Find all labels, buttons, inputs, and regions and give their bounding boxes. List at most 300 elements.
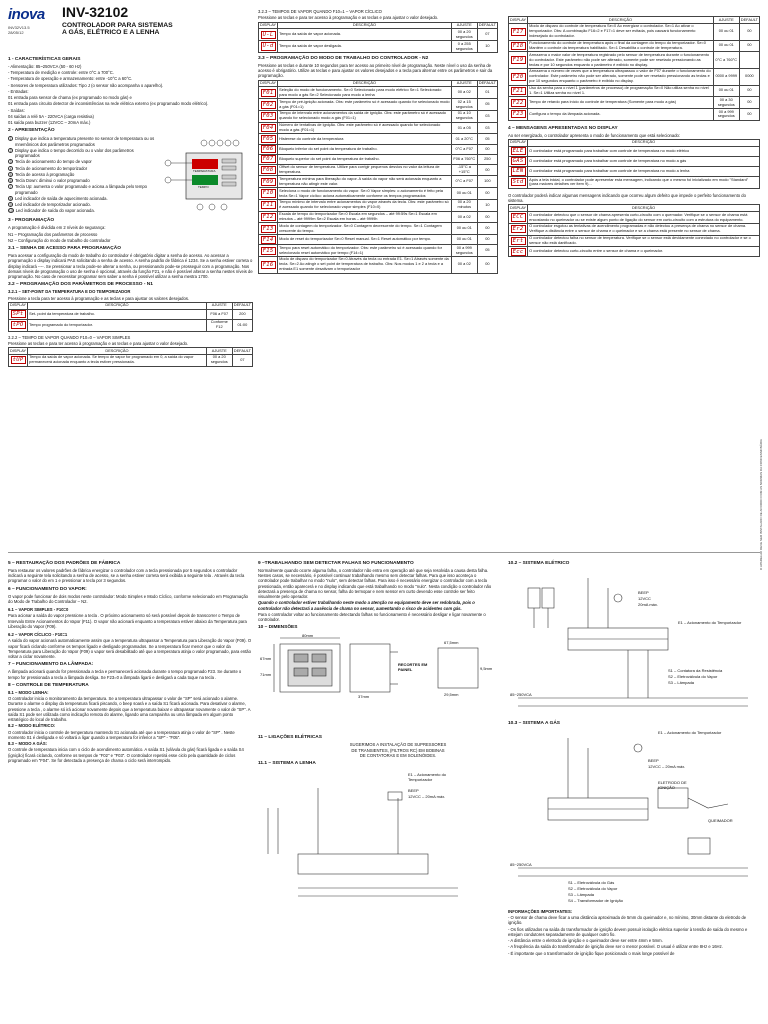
description-text: Modo de reset do temporizador Se=0 Reset manual. Se=1 Reset automático por tempo. <box>279 236 431 242</box>
description-text: Após a tela inicial, o controlador pode apresentar esta mensagem, indicando que o mesmo foi inicializado em modo "Standard" (para maiores detalhes ver item 9)... <box>529 176 749 187</box>
table-cell <box>259 29 278 41</box>
section-3-2-2-body: Pressione as teclas e para ter acesso à programação e as teclas e para ajustar o valor desejado. <box>8 340 189 346</box>
table-cell <box>477 122 497 134</box>
display-code: F15 <box>262 247 274 254</box>
presentation-item-text: Led indicador de saída de aquecimento acionada. <box>15 195 108 201</box>
table-cell <box>509 109 528 121</box>
panel-cutout-label: RECORTES EM PAINEL <box>398 662 428 673</box>
electric-e1-label: E1 – Acionamento do Temporizador <box>678 619 742 625</box>
spec-line: - Entradas: <box>8 88 29 94</box>
presentation-item-text: Led indicador de saída do vapor acionada. <box>15 208 95 214</box>
table-cell <box>278 122 452 134</box>
display-code: ECC <box>512 214 524 221</box>
table-cell <box>713 40 739 52</box>
display-code: F23 <box>512 111 524 118</box>
display-code: tUP <box>12 357 24 364</box>
section-10-3-heading: 10.3 – SISTEMA A GÁS <box>508 720 560 726</box>
table-header-cell: AJUSTE <box>451 80 477 87</box>
section-9-body: Normalmente quando ocorre alguma falha, o controlador não entra em operação até que seja resolvida a causa desta falha. Nestes casos, se necessário, é possível continuar trabalhando mesmo sem detectar falhas. Para que isso aconteça o controlador pode trabalhar no modo "nulo", sem detectar falhas. Para isso é necessário energizar o controlador com a tecla pressionada, então aparecerá e no display indicando que está trabalhando no modo "nulo". Nesta condição o controlador não detectará a presença de chama no sensor, falha do termopar e nem sensor em curto devendo esse controle ser feito visualmente pelo operador. <box>258 567 492 600</box>
section-3-2-1-heading: 3.2.1 – SET-POINT DA TEMPERATURA E DO TEMPORIZADOR <box>8 289 131 295</box>
table-cell <box>259 87 278 99</box>
section-8-3-heading: 8.3 – MODO A GÁS: <box>8 741 48 747</box>
presentation-item-text: Display que indica a temperatura presente no sensor de temperatura ou os mnemônicos dos parâmetros programados <box>15 136 155 147</box>
spec-line: - Temperatura de medição e controle: entre 0°C a 700°C. <box>8 70 114 76</box>
section-8-1-heading: 8.1 – MODO LENHA: <box>8 689 49 695</box>
display-code: F01 <box>262 89 274 96</box>
section-8-3-body: O controle de temperatura inicia com o ciclo de acendimento automático. A saída S1 (válvula do gás) ficará ligada e a saída S4 (ignição) ficará ciclando, conforme os tempos de "F02" e "F03". O controlador repetirá esse ciclo pela quantidade de ciclos programado em "F04". Se for detectada a presença de chama o ciclo será interrompido. <box>8 747 244 763</box>
table-cell <box>477 223 497 235</box>
table-cell <box>528 68 714 85</box>
table-cell <box>739 68 759 85</box>
table-cell <box>528 85 714 97</box>
item-number-icon: 5 <box>9 172 12 177</box>
adjust-range: 01 a 10 segundos <box>455 110 473 121</box>
table-cell <box>477 188 497 200</box>
wood-beep-label: BEEP <box>408 788 419 794</box>
table-row <box>509 40 760 52</box>
adjust-range: -15°C a +15°C <box>457 164 471 174</box>
display-code: F11 <box>262 202 274 209</box>
table-row <box>259 199 498 211</box>
table-cell <box>451 235 477 245</box>
display-code: GAS <box>512 158 524 165</box>
lower-column-1 <box>8 558 253 1024</box>
section-7-body: A lâmpada acionará quando for pressionada a tecla e permanecerá acionada durante o tempo programado F23. Se durante o tempo for pressionada a tecla a lâmpada desliga. Se F23=0 a lâmpada ligará e desligará a cada toque na tecla . <box>8 669 242 680</box>
section-10-2-heading: 10.2 – SISTEMA ELÉTRICO <box>508 561 570 566</box>
revision: INV32V13.5 <box>8 24 30 30</box>
table-cell <box>259 245 278 257</box>
table-cell <box>259 41 278 53</box>
work-mode-table <box>258 80 498 274</box>
item-number-icon: 1 <box>9 137 12 142</box>
table-cell <box>259 188 278 200</box>
dim-9-5mm: 9,5mm <box>480 666 493 672</box>
presentation-item-text: Tecla Up: aumenta o valor programado e aciona a lâmpada pelo tempo programado <box>15 184 147 195</box>
adjust-range: 00 a 02 <box>457 213 471 219</box>
description-text: Tempo para reset automático do temporizador. Obs: este parâmetro só é acessado quando for selecionado reset automático por tempo (F14=1) <box>279 244 443 255</box>
table-cell <box>509 212 528 224</box>
table-cell <box>528 23 714 40</box>
item-number-icon: 3 <box>9 160 12 165</box>
table-header-cell: DISPLAY <box>10 302 27 308</box>
presentation-item-text: Tecla de acionamento do tempo de vapor <box>15 159 92 165</box>
default-value: 00 <box>485 213 490 219</box>
table-cell <box>713 85 739 97</box>
default-value: 01:00 <box>237 321 248 327</box>
item-number-icon: 2 <box>9 148 12 153</box>
table-header-cell: DESCRIÇÃO <box>528 17 714 24</box>
section-3-2-heading: 3.2 – PROGRAMAÇÃO DOS PARÂMETROS DE PROCESSO - N1 <box>8 282 153 288</box>
item-number-icon: 9 <box>9 203 12 208</box>
adjust-range: 0°C a F07 <box>455 145 474 151</box>
dimensions-svg <box>258 632 498 732</box>
spec-line: - Temperatura de operação e armazenamento: entre -10°C a 60°C. <box>8 76 133 82</box>
adjust-range: F06 a 760°C <box>453 155 476 161</box>
presentation-item-text: Led indicador de temporizador acionado. <box>15 202 91 208</box>
table-cell <box>509 156 528 166</box>
table-row <box>509 23 760 40</box>
electric-s1-label: S1 – Contatora da Resistência <box>668 667 723 673</box>
section-6-heading: 6 – FUNCIONAMENTO DO VAPOR: <box>8 586 87 592</box>
presentation-item <box>8 172 158 177</box>
default-value: 05 <box>485 135 490 141</box>
table-cell <box>528 235 760 247</box>
section-8-1-body: O controlador inicia o monitoramento da temperatura. Se a temperatura ultrapassar o valor de "SP" será acionado o alarme. Durante o alarme o display da temperatura ficará piscando, o beep soará e a saída S1 ficará acionada. Para desativar o alarme, pressione a tecla , o alarme só irá acionar novamente depois que a temperatura baixar e ultrapassar novamente o valor de "SP". A saída S1 pode ser utilizada como indicação remota do alarme, ligando uma campainha ou uma lâmpada em algum ponto estratégico do local de trabalho. <box>8 696 251 723</box>
important-info-heading: INFORMAÇÕES IMPORTANTES: <box>508 908 573 914</box>
table-row <box>509 212 760 224</box>
description-text: Tempo de intervalo entre acionamentos da saída de ignição. Obs: este parâmetro só é acessado quando for selecionado modo a gás (F01=1) <box>279 110 446 121</box>
table-row <box>259 223 498 235</box>
section-9-body-2: Para o controlador voltar ao funcionamento detectando falhas no funcionamento é necessário desligar e ligar novamente o controlador. <box>258 611 486 623</box>
item-number-icon: 6 <box>9 179 12 184</box>
table-header-cell: DEFAULT <box>233 347 251 353</box>
electric-beep-current: 20mA máx. <box>638 601 659 607</box>
electric-beep-label: BEEP <box>638 589 649 595</box>
table-row <box>9 354 253 366</box>
table-row <box>259 99 498 111</box>
electric-wiring-svg <box>508 568 754 718</box>
gas-burner-label: QUEIMADOR <box>708 817 733 823</box>
description-text: Armazena o maior valor de temperatura registrado pelo sensor de temperatura durante o funcionamento do controlador. Este parâmetro não pode ser alterado, somente pode ser resetado pressionando as teclas e por 10 segundos enquanto o parâmetro é exibido no display. <box>529 51 710 67</box>
dim-80mm: 80mm <box>302 633 314 639</box>
table-cell <box>509 235 528 247</box>
spec-line: 01 saída para buzzer (12VCC – 20mA máx.) <box>8 120 91 126</box>
setpoint-table <box>8 302 253 332</box>
table-cell <box>528 97 714 109</box>
wood-e1-label: E1 – Acionamento do Temporizador <box>408 772 447 783</box>
table-cell <box>278 87 452 99</box>
table-header-cell: DISPLAY <box>260 22 277 27</box>
table-row <box>9 309 253 319</box>
dim-67mm: 67mm <box>260 656 272 662</box>
display-code: Std <box>512 179 524 186</box>
presentation-item <box>8 196 158 201</box>
column-3 <box>508 16 760 546</box>
table-cell <box>528 156 760 166</box>
default-value: 00 <box>485 145 490 151</box>
display-code: F10 <box>262 190 274 197</box>
table-cell <box>528 52 714 69</box>
table-cell <box>278 110 452 122</box>
table-cell <box>259 211 278 223</box>
display-code: F04 <box>262 125 274 132</box>
table-cell <box>477 256 497 273</box>
adjust-range: 00 ou 01 <box>456 225 472 231</box>
table-header-cell: DESCRIÇÃO <box>28 348 207 355</box>
controller-illustration <box>160 135 250 215</box>
gas-beep-label: BEEP <box>648 757 659 763</box>
table-cell <box>528 166 760 176</box>
info-line: - O sensor de chama deve ficar a uma distância aproximada de 5mm do queimador e, no mínimo, 30mm distante do eletrodo de ignição. <box>508 915 747 926</box>
table-cell <box>451 122 477 134</box>
default-value: 00 <box>747 110 752 116</box>
display-code: Er2 <box>512 226 524 233</box>
info-line: - É importante que o transformador de ignição fique posicionado o mais longe possível de <box>508 950 675 956</box>
description-text: Tempo da saída de vapor acionada. <box>279 31 342 37</box>
model-number: INV-32102 <box>62 4 129 20</box>
section-10-heading: 10 – DIMENSÕES <box>258 625 298 631</box>
display-code: LEN <box>512 168 524 175</box>
table-cell <box>278 134 452 144</box>
table-cell <box>509 97 528 109</box>
section-6-body: O vapor pode funcionar de dois modos neste controlador: Modo Simples e Modo Cíclico, conforme selecionado em Programação do Modo de Trabalho do Controlador – N2. <box>8 593 248 604</box>
table-header-cell: DEFAULT <box>478 22 496 27</box>
table-cell <box>509 223 528 235</box>
table-cell <box>528 146 760 156</box>
display-code: F13 <box>262 225 274 232</box>
section-8-2-heading: 8.2 – MODO ELÉTRICO: <box>8 723 56 729</box>
display-code: F16 <box>262 261 274 268</box>
description-text: O controlador detectou falha no sensor de temperatura. Verifique se o sensor está devidamente conectado no controlador e se o sensor não está danificado. <box>529 235 751 245</box>
description-text: Histerese do controle da temperatura <box>279 135 344 141</box>
table-cell <box>528 40 714 52</box>
adjust-range: 01 a 05 <box>457 124 471 130</box>
electric-wiring-diagram <box>508 568 754 718</box>
presentation-item <box>8 166 158 171</box>
display-code: F03 <box>262 113 274 120</box>
electric-s3-label: S3 – Lâmpada <box>668 679 695 685</box>
description-text: Tempo de pré-ignição acionada. Obs: este parâmetro só é acessado quando for selecionado modo a gás (F01=1) <box>279 98 450 109</box>
display-code: U-d <box>262 43 274 50</box>
section-11-heading: 11 – LIGAÇÕES ELÉTRICAS <box>258 735 322 741</box>
wood-beep-spec: 12VCC – 20mA máx. <box>408 794 446 800</box>
table-cell <box>509 166 528 176</box>
display-code: Ecc <box>512 248 524 255</box>
display-code: F06 <box>262 146 274 153</box>
table-cell <box>232 319 252 331</box>
table-row <box>259 256 498 273</box>
description-text: O controlador está programado para trabalhar com controle de temperatura no modo a lenha <box>529 168 690 174</box>
table-row <box>259 110 498 122</box>
section-5-body: Para restaurar os valores padrões de fábrica energizar o controlador com a tecla pressionada por 5 segundos o controlador indicará a seguinte tela solicitando a senha de acesso, se a senha estiver correta será exibida a seguinte tela . Através da tecla programar o valor do em 1 e pressionar a tecla por 3 segundos. <box>8 567 245 584</box>
table-cell <box>9 319 28 331</box>
adjust-range: 00 ou 01 <box>456 190 472 196</box>
table-row <box>509 247 760 257</box>
adjust-range: 01 a 20°C <box>455 135 473 141</box>
table-cell <box>278 199 452 211</box>
table-header-cell: DISPLAY <box>260 80 277 86</box>
table-cell <box>509 23 528 40</box>
table-cell <box>451 164 477 176</box>
info-line: - Os fios utilizados na saída do transformador de ignição devem possuir isolação elétrica superior à tensão de saída do mesmo e estejam condutores separadamente de qualquer outro fio. <box>508 926 748 937</box>
controller-front-panel <box>160 135 250 215</box>
table-cell <box>739 85 759 97</box>
table-header-cell: DESCRIÇÃO <box>528 205 760 212</box>
table-cell <box>477 99 497 111</box>
table-cell <box>451 87 477 99</box>
table-cell <box>528 223 760 235</box>
side-note: O APARELHO DEVE SER INSTALADO DE ACORDO COM AS NORMAS DA CONCESSIONÁRIA <box>759 439 763 570</box>
table-cell <box>278 223 452 235</box>
presentation-item-text: Tecla de acesso à programação <box>15 171 75 177</box>
spec-line: - Sensores de temperatura utilizados: Tipo J (o sensor não acompanha o aparelho). <box>8 82 164 88</box>
table-cell <box>451 176 477 188</box>
presentation-item <box>8 136 158 147</box>
display-code: F02 <box>262 101 274 108</box>
description-text: O controlador esgotou as tentativas de acendimento programadas e não detectou a presença de chama no sensor de chama. Verifique a distância entre o sensor de chama e o queimador e se a chama está presente no sensor de chama. <box>529 223 747 234</box>
table-row <box>259 41 498 53</box>
section-9-heading: 9 –TRABALHANDO SEM DETECTAR FALHAS NO FUNCIONAMENTO <box>258 561 414 566</box>
default-value: 100 <box>484 178 491 184</box>
table-cell <box>739 97 759 109</box>
description-text: Seleção do modo de funcionamento. Se=0 Selecionado para modo elétrico Se=1 Selecionado para modo a gás Se=2 Selecionado para modo a lenha <box>279 86 442 97</box>
table-row <box>259 87 498 99</box>
important-info-list <box>508 915 754 956</box>
adjust-range: 0000 a 9999 <box>715 73 738 79</box>
table-header-cell: DEFAULT <box>478 80 496 86</box>
table-cell <box>477 144 497 154</box>
table-row <box>259 188 498 200</box>
section-8-heading: 8 – CONTROLE DE TEMPERATURA <box>8 682 89 688</box>
title-line-2: A GÁS, ELÉTRICO E A LENHA <box>62 29 160 37</box>
gas-s1-label: S1 – Eletroválvula do Gás <box>568 879 615 885</box>
section-3-1-heading: 3.1 – SENHA DE ACESSO PARA PROGRAMAÇÃO <box>8 246 121 252</box>
table-header-cell: AJUSTE <box>713 17 739 24</box>
table-cell <box>477 110 497 122</box>
programming-level-line: N1 – Programação dos parâmetros de processo <box>8 231 98 237</box>
dim-67-5mm: 67,5mm <box>444 640 459 646</box>
table-cell <box>509 52 528 69</box>
steam-cyclic-table <box>258 22 498 53</box>
brand-logo <box>8 6 48 35</box>
section-4-body-2: O controlador poderá indicar algumas mensagens indicando que ocorreu algum defeito que impede o perfeito funcionamento do sistema. <box>508 192 746 203</box>
table-row <box>259 164 498 176</box>
table-cell <box>528 177 760 189</box>
presentation-item-text: Tecla Down: diminui o valor programado <box>15 178 90 184</box>
table-cell <box>477 154 497 164</box>
wood-wiring-svg <box>258 768 498 908</box>
adjust-range: Conforme F12 <box>210 319 228 330</box>
gas-e1-label: E1 – Acionamento do Temporizador <box>658 729 722 735</box>
section-11-1-heading: 11.1 – SISTEMA A LENHA <box>258 761 316 767</box>
description-text: Funcionamento do controle de temperatura após o final da contagem do tempo do temporizador. Se=0 Mantém o controle da temperatura habilitado. Se=1 Desabilita o controle de temperatura. <box>529 40 706 50</box>
description-text: Armazena o número de vezes que a temperatura ultrapassou o valor de F07 durante o funcionamento do controlador. Este parâmetro não pode ser alterado, somente pode ser resetado pressionando as teclas e por 10 segundos enquanto o parâmetro é exibido no display. <box>529 68 711 84</box>
display-code: F05 <box>262 135 274 142</box>
table-cell <box>528 247 760 257</box>
table-cell <box>28 309 207 319</box>
spec-line: - Saídas: <box>8 107 25 113</box>
description-text: Set- point da temperatura de trabalho. <box>29 310 95 316</box>
item-number-icon: 8 <box>9 196 12 201</box>
table-cell <box>259 154 278 164</box>
column-1 <box>8 54 253 544</box>
table-row <box>509 156 760 166</box>
default-value: 03 <box>485 124 490 130</box>
gas-supply-label: 85~250VCA <box>510 861 532 867</box>
table-header-cell: AJUSTE <box>206 348 232 355</box>
table-row <box>509 109 760 121</box>
section-8-2-body: O controlador inicia o controle de temperatura mantendo S1 acionada até que a temperatura atinja o valor de "SP" . Neste momento S1 é desligada e só voltará a ligar quando a temperatura for inferior a "SP" - "F05". <box>8 729 235 740</box>
adjust-range: 00 a 02 <box>457 261 471 267</box>
description-text: Modo de disparo do controle de temperatura Se=0 Ao energizar o controlador. Se=1 Ao ativar o temporizador. Obs: A combinação F16=2 e F17=1 deve ser evitada, pois causará funcionamento indesejado do controlador. <box>529 23 696 39</box>
table-cell <box>232 309 252 319</box>
default-value: 00 <box>485 166 490 172</box>
table-cell <box>259 134 278 144</box>
wood-wiring-diagram <box>258 768 498 908</box>
description-text: Tempo da saída de vapor desligada. <box>279 43 342 49</box>
adjust-range: 00 a 30 segundos <box>717 96 735 107</box>
table-cell <box>451 199 477 211</box>
default-value: 03 <box>485 112 490 118</box>
table-cell <box>451 134 477 144</box>
table-header-cell: AJUSTE <box>206 302 232 309</box>
section-3-3-heading: 3.3 – PROGRAMAÇÃO DO MODO DE TRABALHO DO CONTROLADOR - N2 <box>258 55 429 61</box>
adjust-range: 0 a 255 segundos <box>455 40 473 51</box>
section-2-heading: 2 - APRESENTAÇÃO <box>8 128 55 134</box>
programming-level-line: A programação é dividida em 2 níveis de segurança: <box>8 225 106 231</box>
electric-beep-voltage: 12VCC <box>638 595 651 601</box>
section-6-2-body: A saída do vapor acionará automaticamente assim que a temperatura ultrapassar a Temperatura para Liberação do Vapor (F09). O vapor ficará ciclando conforme os tempos ligado e desligado programados. Se a temperatura ficar menor que o valor da Temperatura para Liberação do Vapor (F09) o vapor será desabilitado até que a temperatura atinja o valor programado, para então voltar a ciclar novamente. <box>8 638 252 660</box>
table-cell <box>739 109 759 121</box>
default-value: 07 <box>485 31 490 37</box>
default-value: 00 <box>485 261 490 267</box>
table-cell <box>259 144 278 154</box>
adjust-range: 00 ou 01 <box>718 28 734 34</box>
section-3-2-3-heading: 3.2.3 – TEMPOS DE VAPOR QUANDO F10=1 – VAPOR CÍCLICO <box>258 9 382 14</box>
section-3-heading: 3 - PROGRAMAÇÃO <box>8 218 55 224</box>
table-cell <box>477 235 497 245</box>
default-value: 00 <box>747 28 752 34</box>
table-cell <box>739 23 759 40</box>
device-label-temperature: TEMPERATURA <box>193 169 216 174</box>
table-cell <box>278 211 452 223</box>
table-row <box>509 166 760 176</box>
table-cell <box>259 99 278 111</box>
presentation-list <box>8 135 158 215</box>
table-cell <box>477 164 497 176</box>
default-value: 00 <box>747 99 752 105</box>
table-cell <box>259 110 278 122</box>
table-cell <box>713 23 739 40</box>
section-1-heading: 1 - CARACTERÍSTICAS GERAIS <box>8 57 81 62</box>
table-cell <box>477 41 497 53</box>
table-cell <box>713 109 739 121</box>
table-cell <box>451 188 477 200</box>
presentation-item <box>8 178 158 183</box>
display-code: F19 <box>512 57 524 64</box>
table-row <box>9 319 253 331</box>
table-cell <box>206 319 232 331</box>
default-value: 10 <box>485 201 490 207</box>
table-row <box>509 146 760 156</box>
description-text: Configura o tempo da lâmpada acionada. <box>529 110 601 116</box>
table-header-cell: AJUSTE <box>451 22 477 29</box>
table-row <box>259 144 498 154</box>
table-cell <box>278 188 452 200</box>
table-cell <box>713 97 739 109</box>
spec-line: 04 saídas a relé 5A - 220VCA (carga resistiva) <box>8 113 94 119</box>
section-3-2-2-heading: 3.2.2 – TEMPO DE VAPOR QUANDO F10=0 – VAPOR SIMPLES <box>8 334 131 340</box>
table-cell <box>278 176 452 188</box>
table-cell <box>259 256 278 273</box>
section-9-warning: Quando o controlador estiver trabalhando neste modo a atenção no equipamento deve ser redobrada, pois o controlador não detectará a ausência de chama no sensor, aumentando o risco de acidentes com gás. <box>258 600 475 611</box>
display-code: tPO <box>12 322 24 329</box>
table-cell <box>713 52 739 69</box>
default-value: 00 <box>485 190 490 196</box>
table-row <box>259 134 498 144</box>
default-value: 00 <box>485 236 490 242</box>
table-cell <box>451 245 477 257</box>
column-2 <box>258 8 498 548</box>
table-header-cell: DISPLAY <box>510 139 527 145</box>
table-cell <box>509 247 528 257</box>
document-title <box>62 4 242 37</box>
item-number-icon: 10 <box>9 209 13 214</box>
work-mode-table-continued <box>508 16 760 121</box>
display-code: F14 <box>262 236 274 243</box>
adjust-range: 00 ou 01 <box>718 42 734 48</box>
adjust-range: 0°C a F07 <box>455 178 474 184</box>
